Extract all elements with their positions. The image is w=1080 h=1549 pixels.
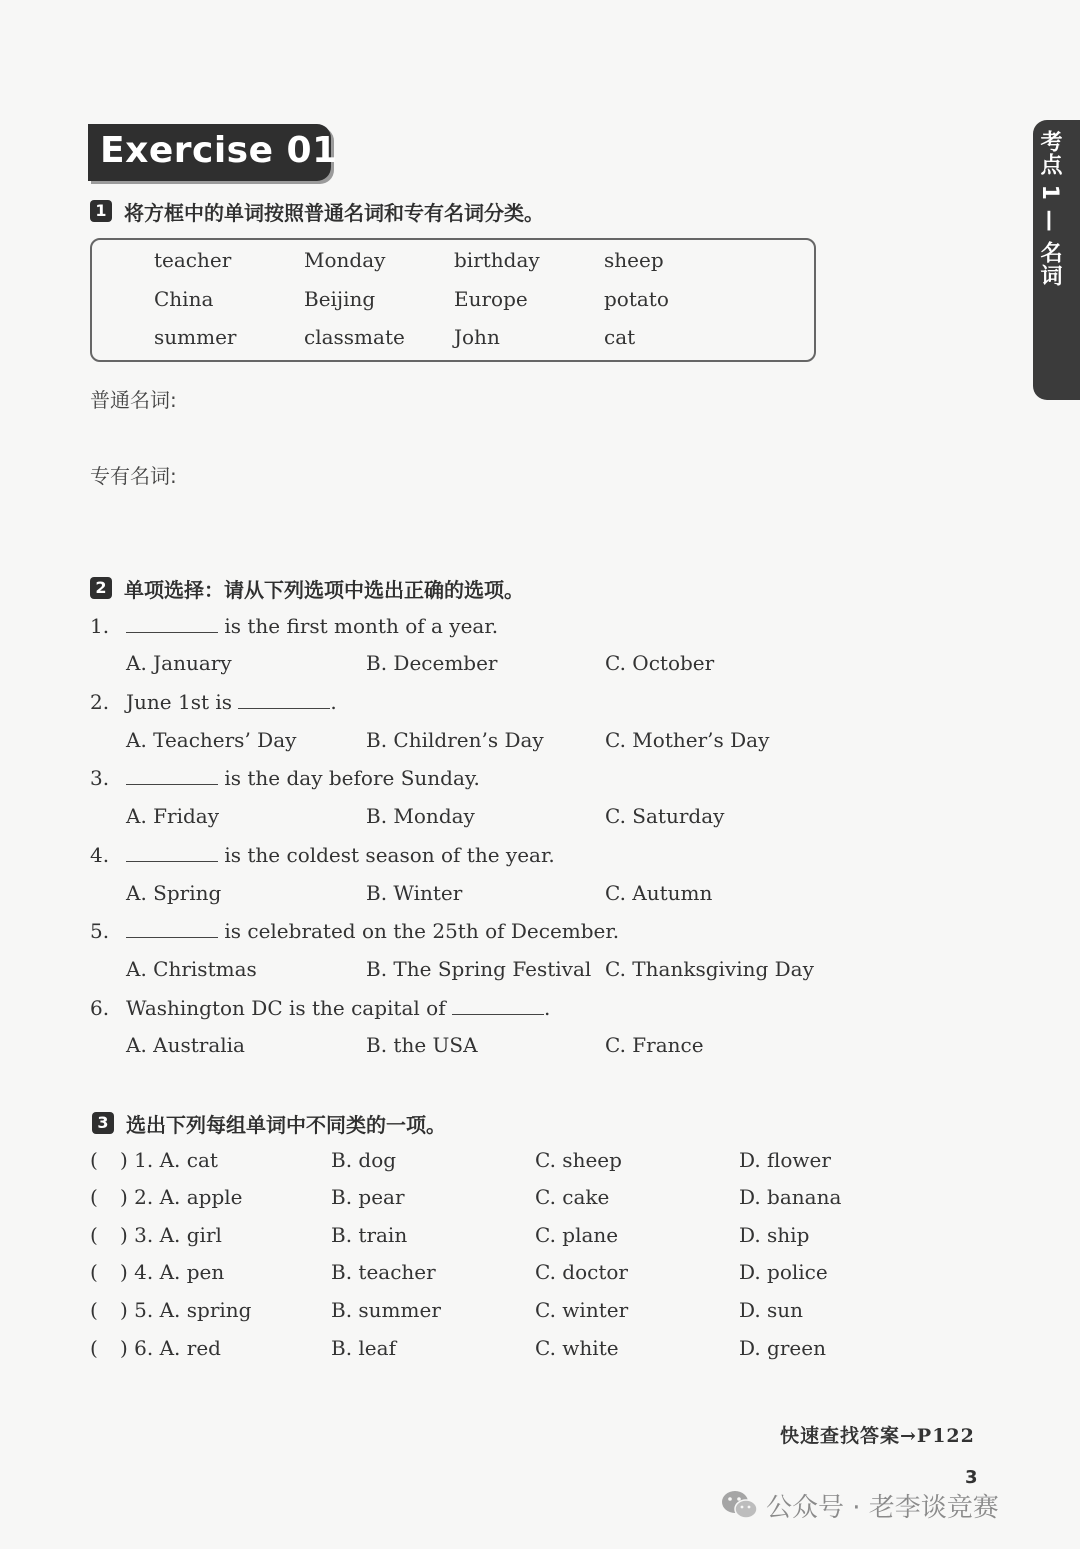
- option: B. the USA: [366, 1033, 478, 1057]
- answer-blank: [126, 845, 218, 862]
- answer-bracket: (: [90, 1185, 98, 1209]
- section-1-number: 1: [90, 200, 112, 222]
- answer-hint: 快速查找答案→P122: [780, 1425, 975, 1447]
- common-noun-label: 普通名词:: [90, 388, 177, 412]
- question-number: 4.: [90, 843, 110, 867]
- option: B. Monday: [366, 804, 475, 828]
- word: summer: [154, 325, 237, 349]
- option: B. The Spring Festival: [366, 957, 592, 981]
- option: B. December: [366, 651, 498, 675]
- option: B. Winter: [366, 881, 463, 905]
- answer-blank: [238, 692, 330, 709]
- section-3-title: 选出下列每组单词中不同类的一项。: [126, 1113, 446, 1137]
- option: ) 5. A. spring: [120, 1298, 252, 1322]
- option: A. Spring: [126, 881, 222, 905]
- option: A. Australia: [126, 1033, 245, 1057]
- option: D. banana: [739, 1185, 842, 1209]
- option: ) 2. A. apple: [120, 1185, 243, 1209]
- option: D. ship: [739, 1223, 810, 1247]
- option: C. Autumn: [605, 881, 713, 905]
- option: C. France: [605, 1033, 704, 1057]
- watermark-text: 公众号 · 老李谈竞赛: [766, 1493, 999, 1523]
- side-tab-label: 考点 1 — 名词: [1037, 130, 1062, 288]
- answer-bracket: (: [90, 1298, 98, 1322]
- question-stem: is the day before Sunday.: [126, 766, 480, 790]
- proper-noun-label: 专有名词:: [90, 464, 177, 488]
- option: C. Thanksgiving Day: [605, 957, 814, 981]
- word: sheep: [604, 248, 664, 272]
- answer-blank: [452, 998, 544, 1015]
- question-number: 6.: [90, 996, 110, 1020]
- answer-bracket: (: [90, 1223, 98, 1247]
- answer-bracket: (: [90, 1260, 98, 1284]
- option: C. winter: [535, 1298, 629, 1322]
- word: Monday: [304, 248, 386, 272]
- option: C. plane: [535, 1223, 619, 1247]
- option: A. Friday: [126, 804, 220, 828]
- word: China: [154, 287, 214, 311]
- question-number: 2.: [90, 690, 110, 714]
- option: C. white: [535, 1336, 619, 1360]
- question-stem: is the first month of a year.: [126, 614, 498, 638]
- section-2-number: 2: [90, 577, 112, 599]
- option: C. Saturday: [605, 804, 725, 828]
- option: ) 1. A. cat: [120, 1148, 218, 1172]
- word: Beijing: [304, 287, 376, 311]
- option: C. sheep: [535, 1148, 622, 1172]
- question-stem: Washington DC is the capital of .: [126, 996, 551, 1020]
- question-stem: is the coldest season of the year.: [126, 843, 555, 867]
- option: ) 4. A. pen: [120, 1260, 225, 1284]
- word: teacher: [154, 248, 232, 272]
- question-number: 5.: [90, 919, 110, 943]
- option: A. January: [126, 651, 232, 675]
- answer-blank: [126, 768, 218, 785]
- option: B. leaf: [331, 1336, 396, 1360]
- section-2-title: 单项选择：请从下列选项中选出正确的选项。: [124, 578, 524, 602]
- option: D. flower: [739, 1148, 831, 1172]
- word: classmate: [304, 325, 405, 349]
- question-number: 3.: [90, 766, 110, 790]
- option: D. green: [739, 1336, 826, 1360]
- word: cat: [604, 325, 636, 349]
- question-number: 1.: [90, 614, 110, 638]
- option: A. Teachers’ Day: [126, 728, 297, 752]
- option: ) 3. A. girl: [120, 1223, 222, 1247]
- answer-blank: [126, 616, 218, 633]
- section-3-number: 3: [92, 1112, 114, 1134]
- question-stem: June 1st is .: [126, 690, 337, 714]
- option: A. Christmas: [126, 957, 257, 981]
- option: D. police: [739, 1260, 828, 1284]
- word: birthday: [454, 248, 540, 272]
- option: D. sun: [739, 1298, 804, 1322]
- word: Europe: [454, 287, 528, 311]
- option: C. doctor: [535, 1260, 628, 1284]
- option: B. dog: [331, 1148, 397, 1172]
- option: B. pear: [331, 1185, 405, 1209]
- option: ) 6. A. red: [120, 1336, 221, 1360]
- question-stem: is celebrated on the 25th of December.: [126, 919, 619, 943]
- option: C. October: [605, 651, 715, 675]
- option: B. teacher: [331, 1260, 436, 1284]
- answer-bracket: (: [90, 1148, 98, 1172]
- wechat-icon: [720, 1488, 760, 1522]
- answer-blank: [126, 921, 218, 938]
- answer-bracket: (: [90, 1336, 98, 1360]
- page-number: 3: [965, 1467, 978, 1488]
- exercise-title: Exercise 01: [100, 130, 338, 171]
- option: B. train: [331, 1223, 408, 1247]
- option: C. Mother’s Day: [605, 728, 770, 752]
- option: C. cake: [535, 1185, 610, 1209]
- word: John: [454, 325, 500, 349]
- section-1-title: 将方框中的单词按照普通名词和专有名词分类。: [124, 201, 544, 225]
- option: B. summer: [331, 1298, 441, 1322]
- option: B. Children’s Day: [366, 728, 544, 752]
- word: potato: [604, 287, 669, 311]
